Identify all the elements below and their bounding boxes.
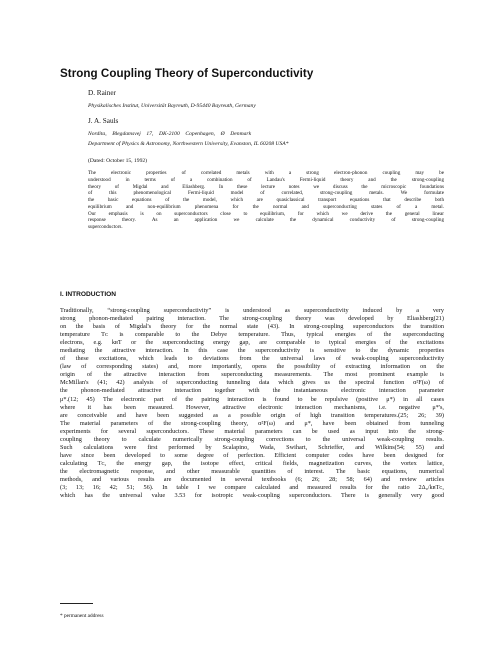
body-line: are conceivable and have been suggested as a possible origin of high transition temperatures.(25; 26; 39)	[60, 411, 444, 419]
body-line: Traditionally, “strong-coupling superconductivity” is understood as superconductivity induced by a very	[60, 307, 444, 314]
body-line: μ*.(12; 45) The electronic part of the pairing interaction is found to be repulsive (positive μ*) in all cases	[60, 395, 444, 403]
body-text	[60, 307, 444, 500]
body-line: (law of corresponding states) and, more importantly, opens the possibility of extracting information on the	[60, 363, 444, 371]
affiliation-nordita: Nordita, Blegdamsvej 17, DK-2100 Copenhagen, Ø Denmark	[88, 131, 252, 137]
abstract-line: equilibrium and non-equilibrium phenomena for the normal and superconducting states of a metal.	[88, 203, 444, 210]
abstract-line: superconductors.	[88, 224, 123, 230]
footnote: * permanent address	[60, 613, 104, 619]
abstract-line: of this phenomenological Fermi-liquid model of correlated, strong-coupling metals. We formulate	[88, 190, 444, 197]
body-line: McMillan's (41; 42) analysis of superconducting tunneling data which gives us the spectral function α²F(ω) of	[60, 379, 444, 387]
body-line: coupling theory to calculate numerically strong-coupling corrections to the universal weak-coupling results.	[60, 435, 444, 443]
body-line: the electromagnetic response, and other measurable quantities of interest. The basic equations, numerical	[60, 467, 444, 475]
body-line: strong phonon-mediated pairing interaction. The strong-coupling theory was developed by Eliashberg(21)	[60, 315, 444, 323]
paper-date: (Dated: October 15, 1992)	[88, 158, 148, 164]
body-line: the phonon-mediated attractive interaction together with the instantaneous electronic interaction parameter	[60, 387, 444, 395]
abstract-line: response theory. As an application we calculate the dynamical conductivity of strong-coupling	[88, 217, 444, 224]
affiliation-northwestern: Department of Physics & Astronomy, Northwestern University, Evanston, IL 60208 USA*	[88, 141, 289, 147]
body-line: origin of the attractive interaction from superconducting measurements. The most prominent example is	[60, 371, 444, 379]
body-line: methods, and various results are documented in several textbooks (6; 26; 28; 58; 64) and review articles	[60, 475, 444, 483]
author-name-rainer: D. Rainer	[88, 89, 116, 97]
abstract-line: The electronic properties of correlated metals with a strong electron-phonon coupling may be	[88, 170, 444, 176]
body-line: The material parameters of the strong-coupling theory, α²F(ω) and μ*, have been obtained from tunneling	[60, 419, 444, 427]
abstract-line: Our emphasis is on superconductors close to equilibrium, for which we derive the general linear	[88, 210, 444, 217]
body-line: calculating Tᴄ, the energy gap, the isotope effect, critical fields, magnetization curves, the vortex lattice,	[60, 459, 444, 467]
body-line: temperature Tᴄ is comparable to the Debye temperature. Thus, typical energies of the superconducting	[60, 331, 444, 339]
body-line: which has the universal value 3.53 for isotropic weak-coupling superconductors. There is generally very good	[60, 492, 444, 500]
abstract-line: the basic equations of the model, which are quasiclassical transport equations that describe both	[88, 197, 444, 203]
body-line: mediating the attractive interaction. In this case the superconductivity is sensitive to the dynamic properties	[60, 347, 444, 355]
body-line: experiments for several superconductors. These material parameters can be used as input into the strong-	[60, 427, 444, 435]
paper-title: Strong Coupling Theory of Superconductivity	[60, 67, 314, 80]
abstract-line: theory of Migdal and Eliashberg. In these lecture notes we discuss the microscopic foundations	[88, 183, 444, 190]
footnote-rule	[60, 603, 93, 604]
section-heading: I. INTRODUCTION	[60, 291, 117, 298]
body-line: of these excitations, which leads to deviations from the universal laws of weak-coupling superconductivity	[60, 355, 444, 363]
affiliation-bayreuth: Physikalisches Institut, Universität Bayreuth, D-95440 Bayreuth, Germany	[88, 103, 256, 109]
abstract	[88, 170, 444, 231]
body-line: on the basis of Migdal's theory for the normal state (43). In strong-coupling superconductors the transition	[60, 323, 444, 331]
body-line: Such calculations were first performed by Scalapino, Wada, Swihart, Schrieffer, and Wilkins(54; 55) and	[60, 443, 444, 451]
body-line: have since been developed to some degree of perfection. Efficient computer codes have been designed for	[60, 451, 444, 459]
body-line: electrons, e.g. kʙT or the superconducting energy gap, are comparable to typical energies of the excitations	[60, 339, 444, 347]
body-line: where it has been measured. However, attractive electronic interaction mechanisms, i.e. negative μ*'s,	[60, 403, 444, 411]
author-name-sauls: J. A. Sauls	[88, 117, 119, 125]
body-line: (3; 13; 16; 42; 51; 56). In table I we compare calculated and measured results for the ratio 2Δ₀/kʙTᴄ,	[60, 484, 444, 492]
abstract-line: understood in terms of a combination of Landau's Fermi-liquid theory and the strong-coupling	[88, 176, 444, 183]
